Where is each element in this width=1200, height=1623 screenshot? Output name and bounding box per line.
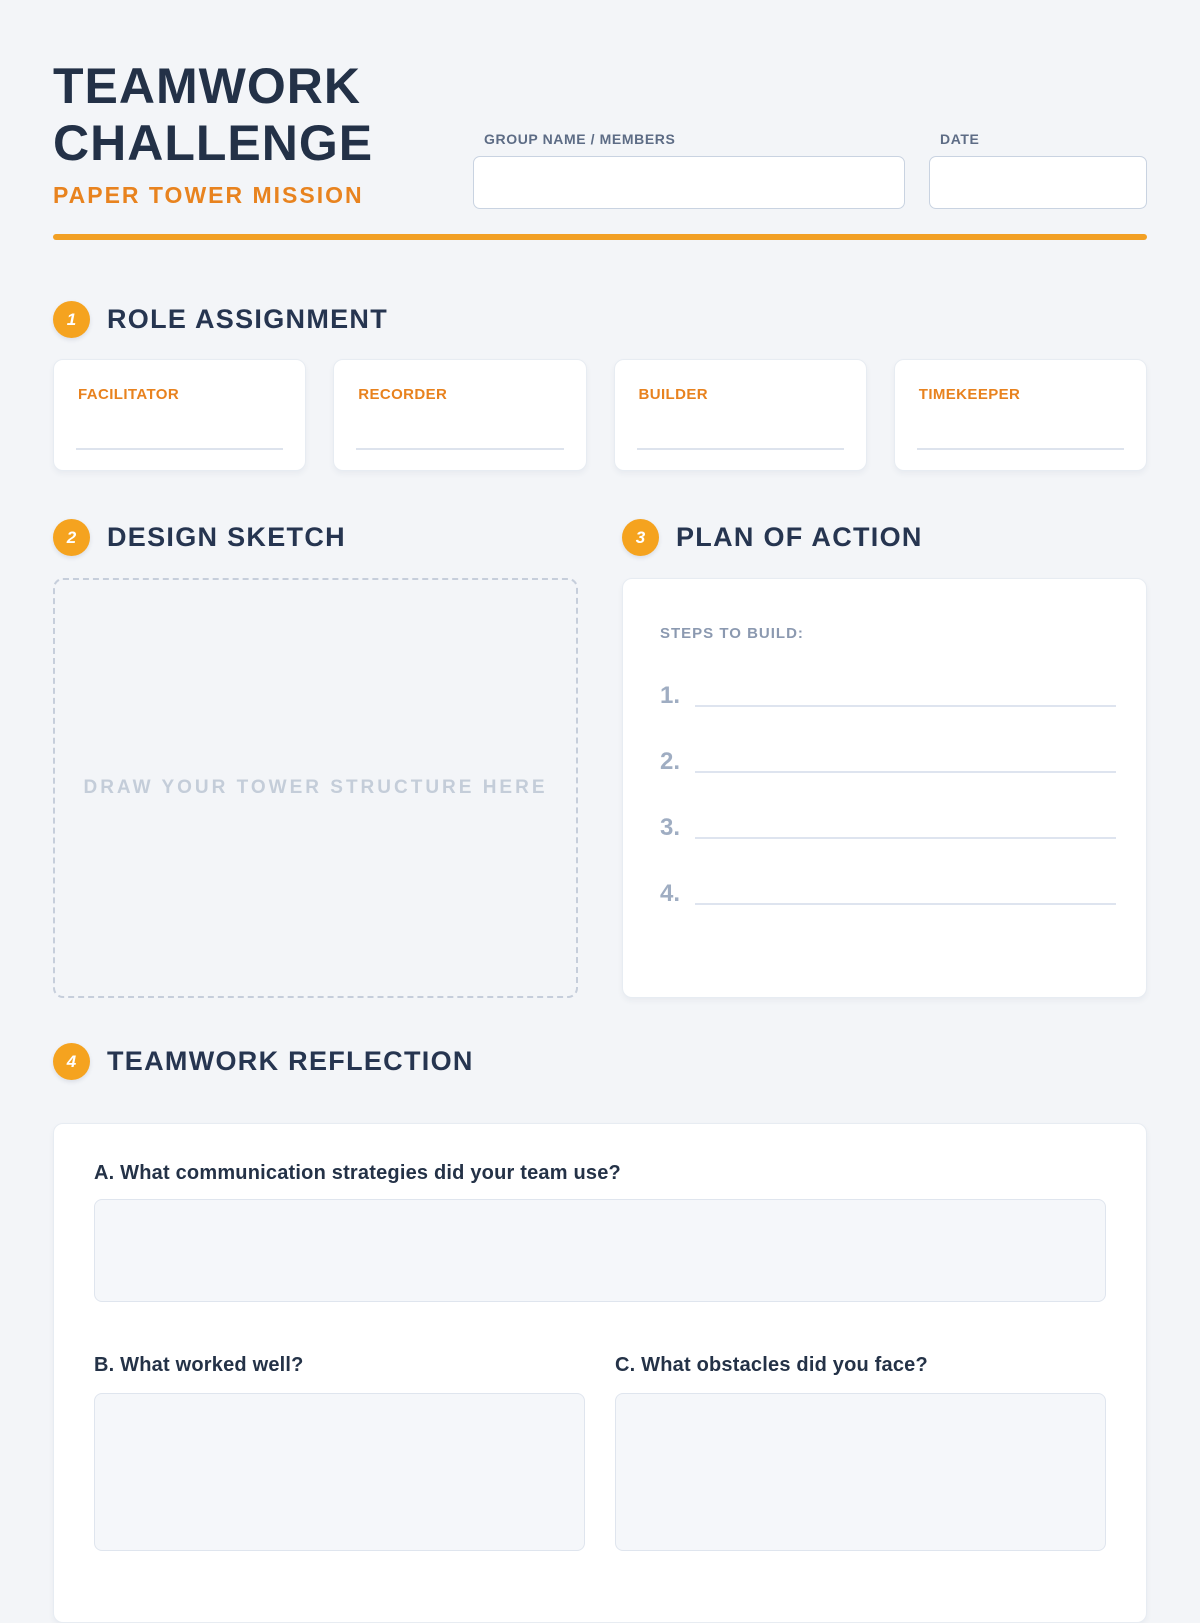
question-bc-row xyxy=(94,1354,1106,1551)
step-input-line[interactable] xyxy=(695,771,1116,773)
step-number: 4. xyxy=(660,880,681,907)
step-number: 2. xyxy=(660,748,681,775)
section-number-badge-4: 4 xyxy=(53,1043,90,1080)
step-input-line[interactable] xyxy=(695,903,1116,905)
step-row-4 xyxy=(653,882,1116,906)
date-label: DATE xyxy=(940,131,980,147)
sketch-section-title: DESIGN SKETCH xyxy=(107,522,346,552)
role-section-heading xyxy=(53,301,1147,338)
role-card-timekeeper xyxy=(894,359,1147,471)
section-number-badge-3: 3 xyxy=(622,519,659,556)
role-card-recorder xyxy=(333,359,586,471)
plan-section-title: PLAN OF ACTION xyxy=(676,522,923,552)
section-teamwork-reflection xyxy=(53,1043,1147,1623)
date-input[interactable] xyxy=(929,156,1147,209)
title-line-2: CHALLENGE xyxy=(53,114,374,171)
sketch-area[interactable] xyxy=(53,578,578,998)
roles-row xyxy=(53,359,1147,471)
question-c-block xyxy=(615,1354,1106,1551)
header xyxy=(53,58,1147,209)
group-name-field xyxy=(473,131,905,209)
group-name-label: GROUP NAME / MEMBERS xyxy=(484,131,676,147)
sketch-plan-row xyxy=(53,519,1147,998)
role-name-line[interactable] xyxy=(356,448,563,450)
answer-c-textarea[interactable] xyxy=(615,1393,1106,1551)
step-row-3 xyxy=(653,816,1116,840)
step-row-1 xyxy=(653,684,1116,708)
question-c-label: C. What obstacles did you face? xyxy=(615,1354,928,1376)
step-number: 3. xyxy=(660,814,681,841)
role-section-title: ROLE ASSIGNMENT xyxy=(107,304,389,334)
role-label: BUILDER xyxy=(638,386,708,403)
role-name-line[interactable] xyxy=(917,448,1124,450)
question-b-label: B. What worked well? xyxy=(94,1354,304,1376)
role-card-facilitator xyxy=(53,359,306,471)
section-design-sketch xyxy=(53,519,578,998)
step-input-line[interactable] xyxy=(695,837,1116,839)
section-plan-of-action xyxy=(622,519,1147,998)
date-field xyxy=(929,131,1147,209)
plan-card xyxy=(622,578,1147,998)
steps-label: STEPS TO BUILD: xyxy=(660,625,804,642)
role-label: TIMEKEEPER xyxy=(918,386,1021,403)
reflection-section-heading xyxy=(53,1043,1147,1080)
step-row-2 xyxy=(653,750,1116,774)
question-b-block xyxy=(94,1354,585,1551)
reflection-section-title: TEAMWORK REFLECTION xyxy=(107,1046,474,1076)
question-a-label: A. What communication strategies did your team use? xyxy=(94,1162,621,1184)
plan-section-heading xyxy=(622,519,1147,556)
section-number-badge-2: 2 xyxy=(53,519,90,556)
title-block xyxy=(53,58,473,209)
sketch-section-heading xyxy=(53,519,578,556)
title-line-1: TEAMWORK xyxy=(53,58,361,114)
role-name-line[interactable] xyxy=(637,448,844,450)
answer-a-textarea[interactable] xyxy=(94,1199,1106,1302)
step-number: 1. xyxy=(660,682,681,709)
header-fields xyxy=(473,131,1147,209)
page-title xyxy=(53,58,473,171)
page-subtitle: PAPER TOWER MISSION xyxy=(53,182,364,208)
role-label: FACILITATOR xyxy=(78,386,180,403)
group-name-input[interactable] xyxy=(473,156,905,209)
accent-divider xyxy=(53,234,1147,240)
answer-b-textarea[interactable] xyxy=(94,1393,585,1551)
role-name-line[interactable] xyxy=(76,448,283,450)
step-input-line[interactable] xyxy=(695,705,1116,707)
sketch-placeholder-text: DRAW YOUR TOWER STRUCTURE HERE xyxy=(83,777,548,798)
role-label: RECORDER xyxy=(358,386,448,403)
role-card-builder xyxy=(614,359,867,471)
section-role-assignment xyxy=(53,301,1147,471)
reflection-card xyxy=(53,1123,1147,1623)
section-number-badge-1: 1 xyxy=(53,301,90,338)
